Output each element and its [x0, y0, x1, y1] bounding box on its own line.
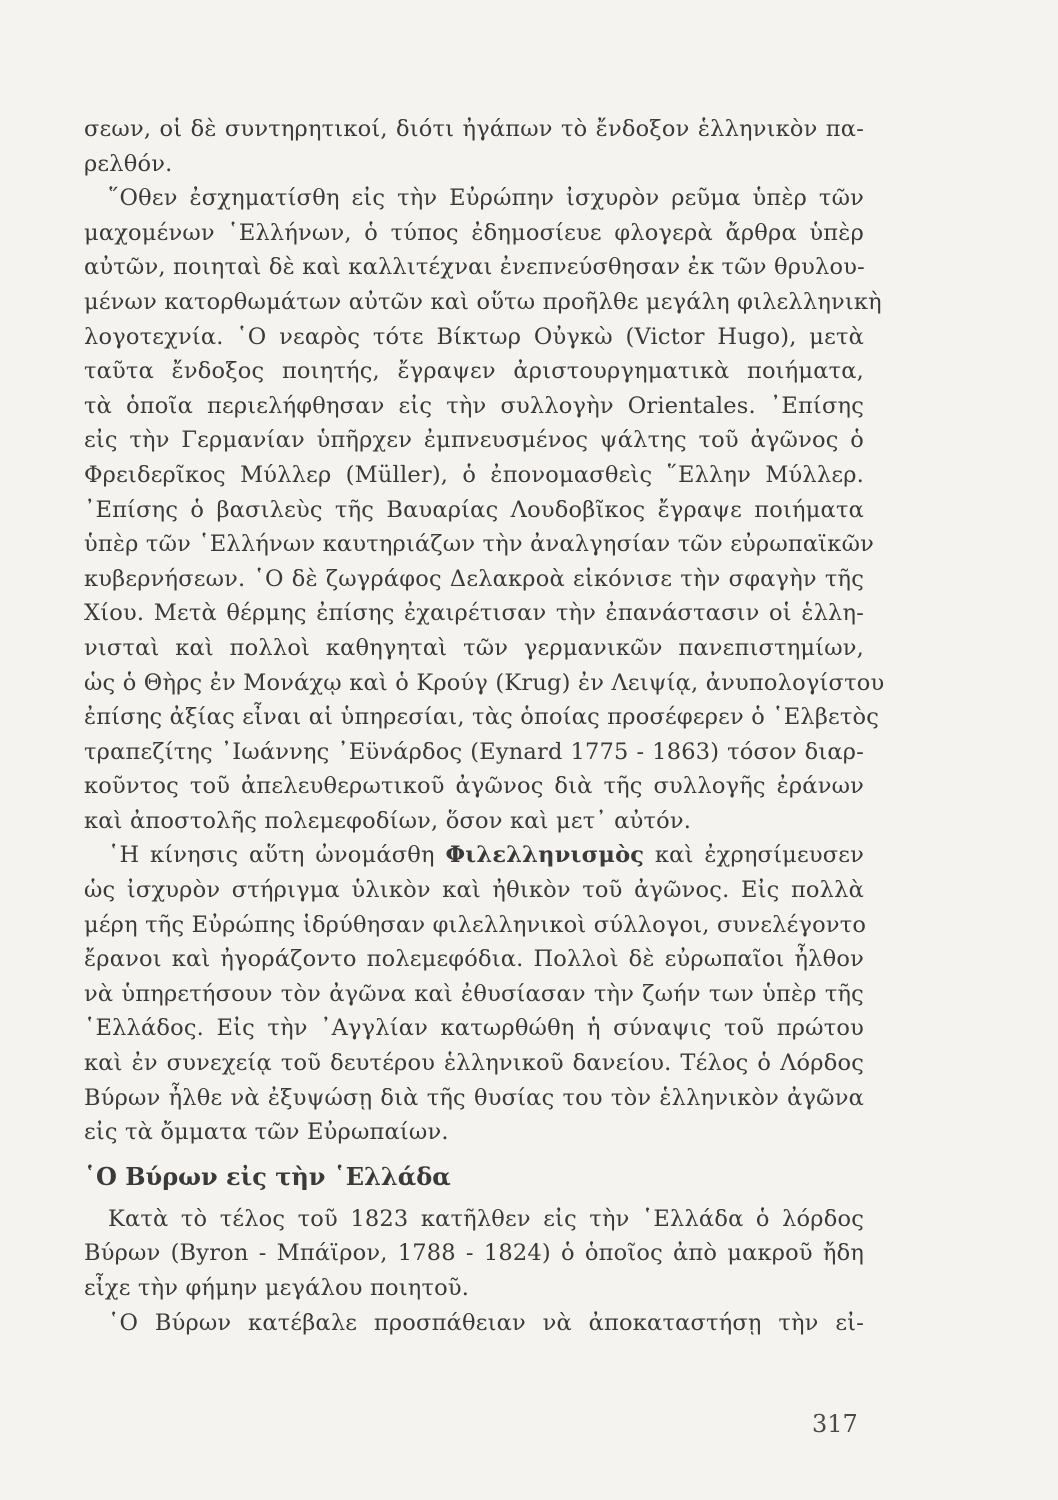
text-line: ταῦτα ἔνδοξος ποιητής, ἔγραψεν ἀριστουργηματικὰ ποιήματα,: [84, 358, 864, 385]
text-line: λογοτεχνία. ῾Ο νεαρὸς τότε Βίκτωρ Οὐγκὼ (Victor Hugo), μετὰ: [84, 323, 864, 350]
text-line: καὶ ἐν συνεχείᾳ τοῦ δευτέρου ἑλληνικοῦ δανείου. Τέλος ὁ Λόρδος: [84, 1050, 864, 1077]
text-line: τὰ ὁποῖα περιελήφθησαν εἰς τὴν συλλογὴν Orientales. ᾿Επίσης: [84, 392, 864, 419]
bold-term-philhellenism: Φιλελληνισμὸς: [445, 842, 645, 869]
text-line: κυβερνήσεων. ῾Ο δὲ ζωγράφος Δελακροὰ εἰκόνισε τὴν σφαγὴν τῆς: [84, 565, 864, 592]
paragraph-first-line: [84, 838, 864, 873]
text-line: αὐτῶν, ποιηταὶ δὲ καὶ καλλιτέχναι ἐνεπνεύσθησαν ἐκ τῶν θρυλου-: [84, 254, 865, 281]
text-run: καὶ ἐχρησίμευσεν: [644, 842, 864, 869]
paragraph-first-line: ῾Ο Βύρων κατέβαλε προσπάθειαν νὰ ἀποκαταστήσῃ τὴν εἰ-: [108, 1309, 864, 1336]
body-text: [84, 112, 885, 1340]
text-line: νισταὶ καὶ πολλοὶ καθηγηταὶ τῶν γερμανικῶν πανεπιστημίων,: [84, 634, 864, 661]
text-line: μένων κατορθωμάτων αὐτῶν καὶ οὕτω προῆλθε μεγάλη φιλελληνικὴ: [84, 288, 882, 315]
text-line: εἰς τὴν Γερμανίαν ὑπῆρχεν ἐμπνευσμένος ψάλτης τοῦ ἀγῶνος ὁ: [84, 427, 864, 454]
section-heading: ῾Ο Βύρων εἰς τὴν ῾Ελλάδα: [84, 1161, 451, 1191]
text-line: ὡς ἰσχυρὸν στήριγμα ὑλικὸν καὶ ἠθικὸν τοῦ ἀγῶνος. Εἰς πολλὰ: [84, 877, 864, 904]
text-line: ᾿Επίσης ὁ βασιλεὺς τῆς Βαυαρίας Λουδοβῖκος ἔγραψε ποιήματα: [84, 496, 864, 523]
text-line: καὶ ἀποστολῆς πολεμεφοδίων, ὅσον καὶ μετ᾿ αὐτόν.: [84, 807, 692, 834]
text-run: ῾Η κίνησις αὕτη ὠνομάσθη: [108, 842, 446, 869]
text-line: τραπεζίτης ᾿Ιωάννης ᾿Εϋνάρδος (Eynard 1775 - 1863) τόσον διαρ-: [84, 738, 864, 765]
text-line: ρελθόν.: [84, 150, 173, 177]
text-line: Φρειδερῖκος Μύλλερ (Müller), ὁ ἐπονομασθεὶς ῞Ελλην Μύλλερ.: [84, 461, 864, 488]
text-line: Βύρων ἦλθε νὰ ἐξυψώσῃ διὰ τῆς θυσίας του τὸν ἑλληνικὸν ἀγῶνα: [84, 1084, 864, 1111]
text-line: ὡς ὁ Θὴρς ἐν Μονάχῳ καὶ ὁ Κρούγ (Krug) ἐν Λειψίᾳ, ἀνυπολογίστου: [84, 669, 885, 696]
text-line: εἶχε τὴν φήμην μεγάλου ποιητοῦ.: [84, 1275, 470, 1301]
text-line: ὑπὲρ τῶν ῾Ελλήνων καυτηριάζων τὴν ἀναλγησίαν τῶν εὐρωπαϊκῶν: [84, 531, 874, 558]
text-line: Βύρων (Byron - Μπάϊρον, 1788 - 1824) ὁ ὁποῖος ἀπὸ μακροῦ ἤδη: [84, 1240, 864, 1267]
text-line: εἰς τὰ ὄμματα τῶν Εὐρωπαίων.: [84, 1119, 449, 1146]
text-line: σεων, οἱ δὲ συντηρητικοί, διότι ἠγάπων τὸ ἔνδοξον ἑλληνικὸν πα-: [84, 116, 864, 142]
page-number: 317: [812, 1410, 858, 1438]
text-line: μαχομένων ῾Ελλήνων, ὁ τύπος ἐδημοσίευε φλογερὰ ἄρθρα ὑπὲρ: [84, 219, 864, 246]
text-line: Χίου. Μετὰ θέρμης ἐπίσης ἐχαιρέτισαν τὴν ἐπανάστασιν οἱ ἑλλη-: [84, 600, 864, 627]
text-line: ῾Ελλάδος. Εἰς τὴν ᾿Αγγλίαν κατωρθώθη ἡ σύναψις τοῦ πρώτου: [84, 1015, 864, 1042]
text-line: κοῦντος τοῦ ἀπελευθερωτικοῦ ἀγῶνος διὰ τῆς συλλογῆς ἐράνων: [84, 773, 864, 800]
paragraph-first-line: Κατὰ τὸ τέλος τοῦ 1823 κατῆλθεν εἰς τὴν ῾Ελλάδα ὁ λόρδος: [108, 1205, 864, 1232]
paragraph-first-line: ῞Οθεν ἐσχηματίσθη εἰς τὴν Εὐρώπην ἰσχυρὸν ρεῦμα ὑπὲρ τῶν: [108, 185, 864, 212]
text-line: νὰ ὑπηρετήσουν τὸν ἀγῶνα καὶ ἐθυσίασαν τὴν ζωήν των ὑπὲρ τῆς: [84, 980, 864, 1007]
text-line: ἐπίσης ἀξίας εἶναι αἱ ὑπηρεσίαι, τὰς ὁποίας προσέφερεν ὁ ῾Ελβετὸς: [84, 704, 880, 731]
text-line: ἔρανοι καὶ ἠγοράζοντο πολεμεφόδια. Πολλοὶ δὲ εὐρωπαῖοι ἦλθον: [84, 946, 864, 973]
text-line: μέρη τῆς Εὐρώπης ἱδρύθησαν φιλελληνικοὶ σύλλογοι, συνελέγοντο: [84, 911, 867, 938]
